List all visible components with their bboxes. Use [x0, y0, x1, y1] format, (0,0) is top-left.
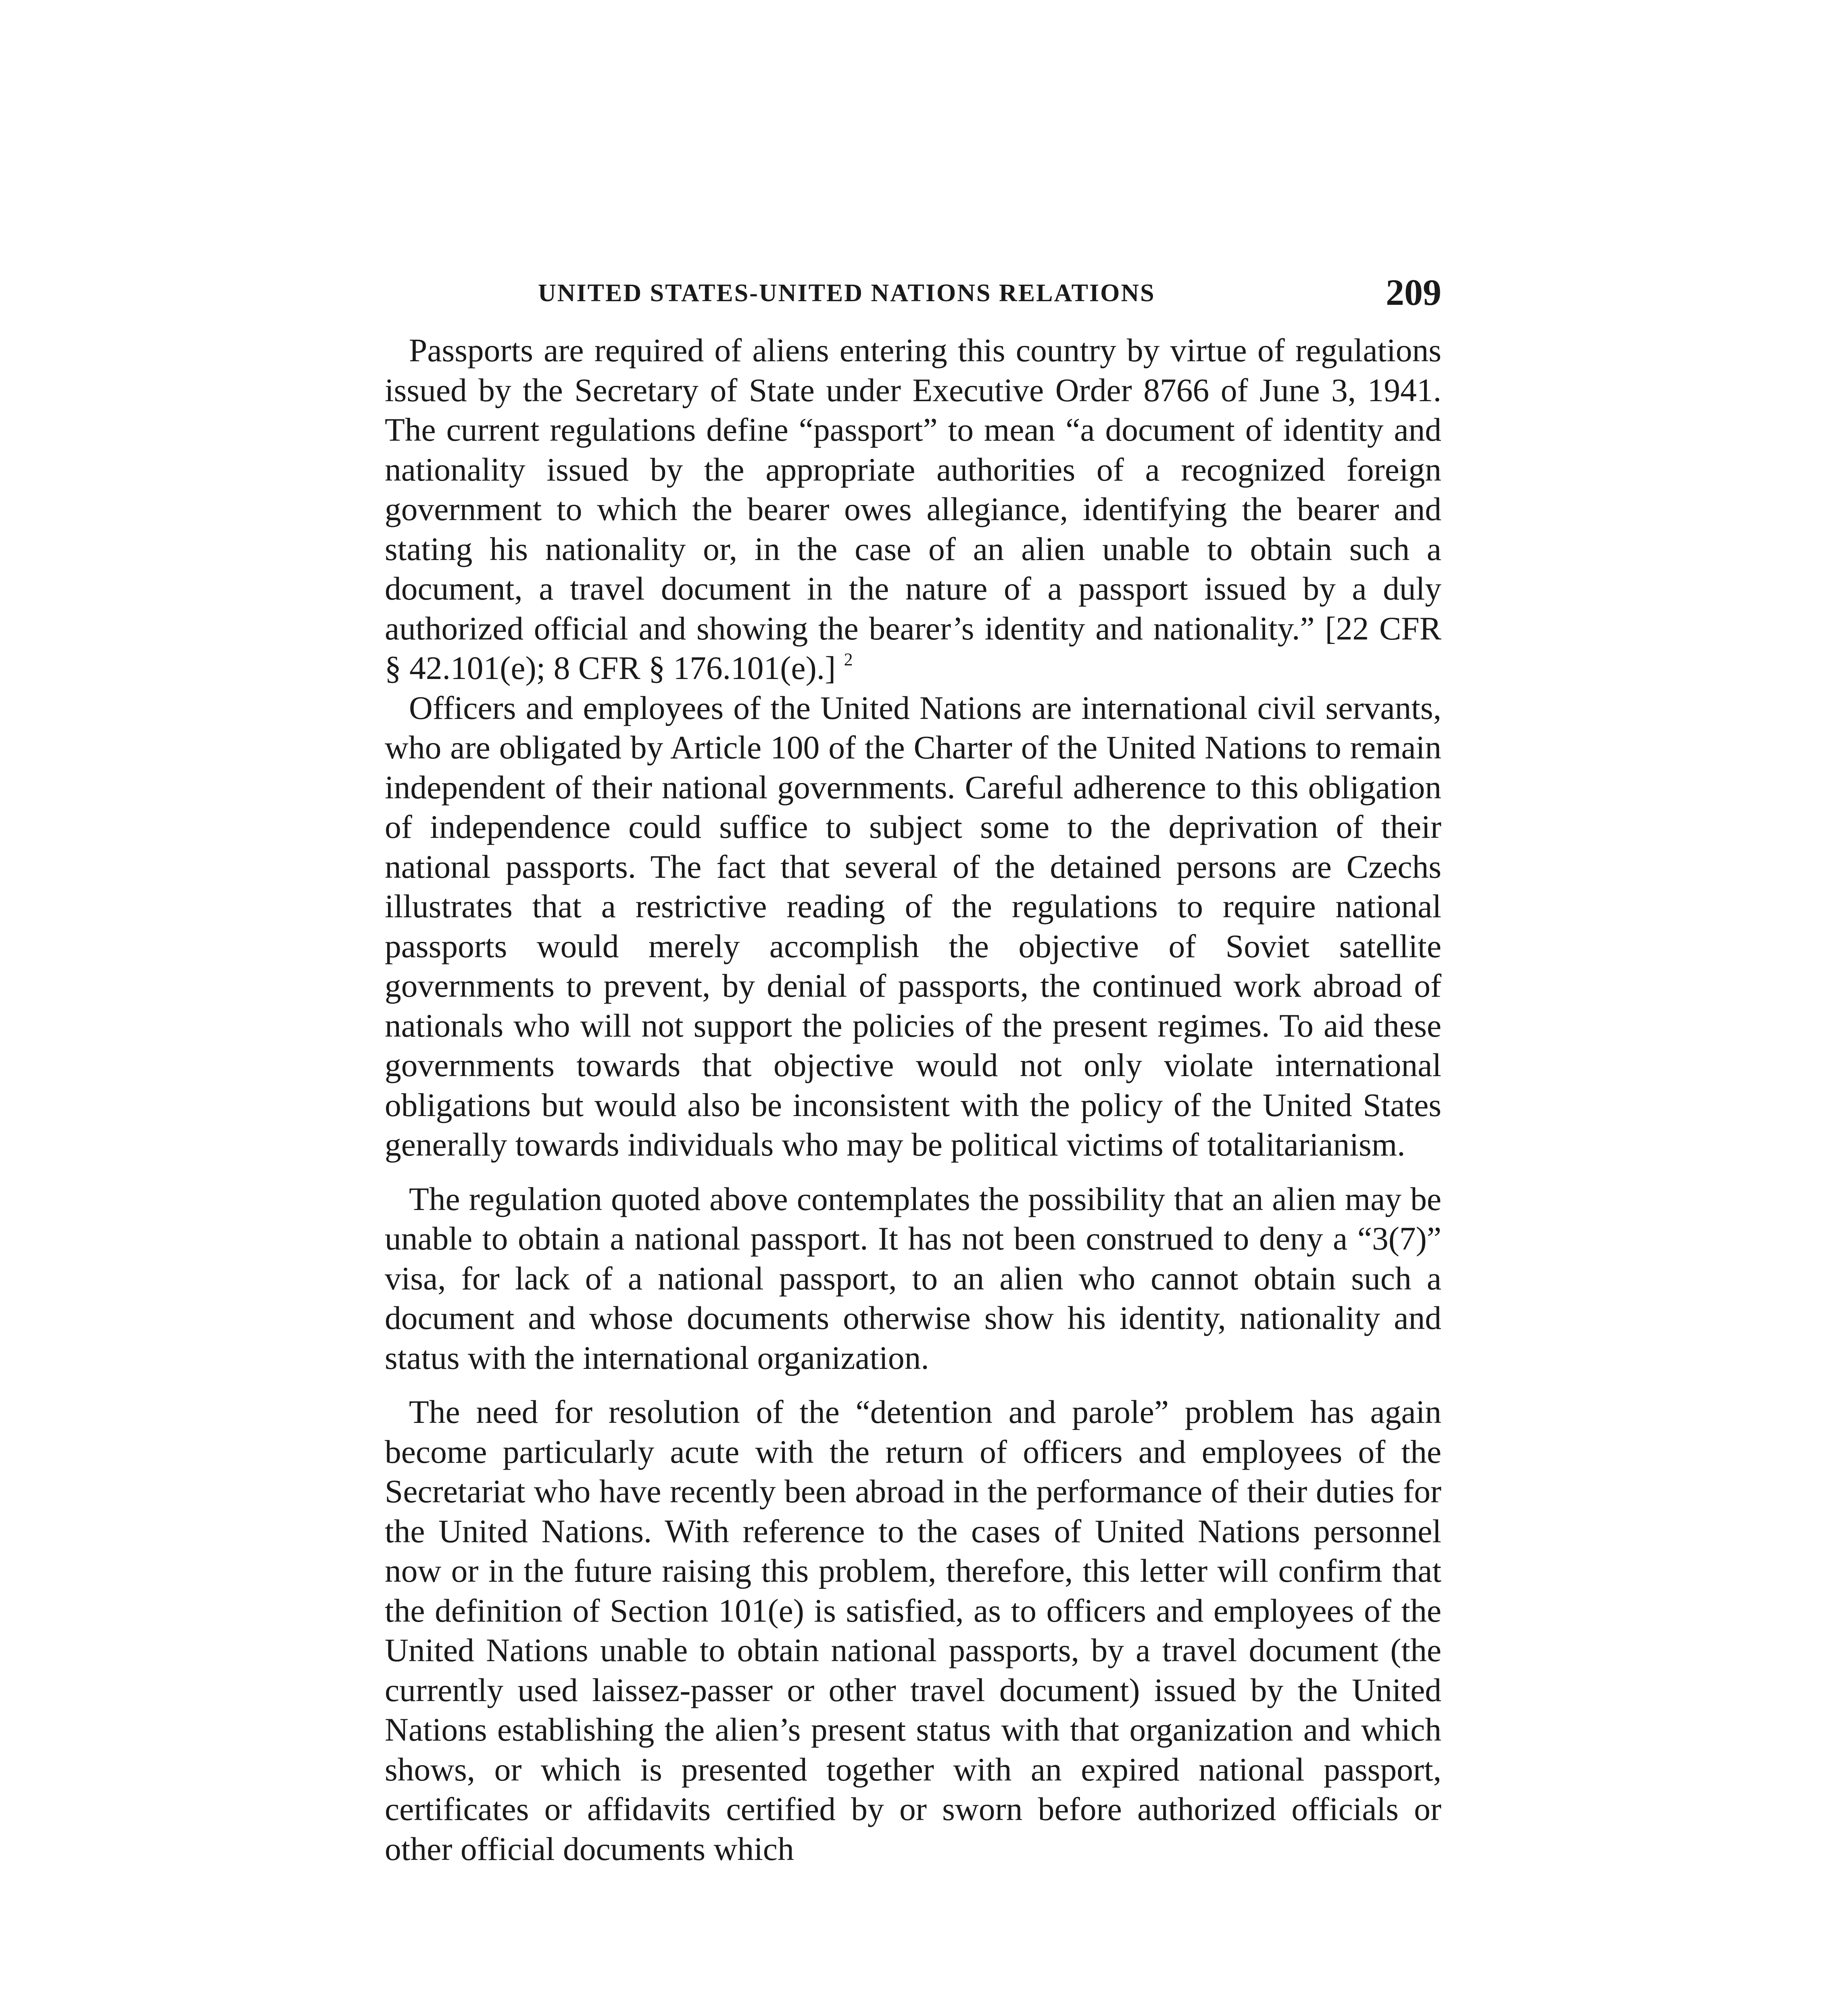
body-text: [385, 331, 1441, 1869]
running-head: [385, 271, 1441, 315]
paragraph-passport-regulations: [385, 331, 1441, 688]
page-number: 209: [1386, 272, 1441, 313]
paragraph-text: Passports are required of aliens entering this country by virtue of regulations issued by the Secretary of State under Executive Order 8766 of June 3, 1941. The current regulations define “passport” to mean “a document of identity and nationality issued by the appropriate authorities of a recognized foreign government to which the bearer owes allegiance, identifying the bearer and stating his nationality or, in the case of an alien unable to obtain such a document, a travel document in the nature of a passport issued by a duly authorized official and showing the bearer’s identity and nationality.” [22 CFR § 42.101(e); 8 CFR § 176.101(e).]: [385, 332, 1441, 686]
footnote-reference: 2: [844, 650, 853, 669]
paragraph-detention-parole: The need for resolution of the “detention and parole” problem has again become particularly acute with the return of officers and employees of the Secretariat who have recently been abroad in the performance of their duties for the United Nations. With reference to the cases of United Nations personnel now or in the future raising this problem, therefore, this letter will confirm that the definition of Section 101(e) is satisfied, as to officers and employees of the United Nations unable to obtain national passports, by a travel document (the currently used laissez-passer or other travel document) issued by the United Nations establishing the alien’s present status with that organization and which shows, or which is presented together with an expired national passport, certificates or affidavits certified by or sworn before authorized officials or other official documents which: [385, 1393, 1441, 1867]
running-title: UNITED STATES-UNITED NATIONS RELATIONS: [538, 279, 1155, 307]
paragraph-regulation-possibility: The regulation quoted above contemplates the possibility that an alien may be unable to obtain a national passport. It has not been construed to deny a “3(7)” visa, for lack of a national passport, to an alien who cannot obtain such a document and whose documents otherwise show his identity, nationality and status with the international organization.: [385, 1180, 1441, 1376]
paragraph-international-civil-servants: Officers and employees of the United Nations are international civil servants, who are obligated by Article 100 of the Charter of the United Nations to remain independent of their national governments. Careful adherence to this obligation of independence could suffice to subject some to the deprivation of their national passports. The fact that several of the detained persons are Czechs illustrates that a restrictive reading of the regulations to require national passports would merely accomplish the objective of Soviet satellite governments to prevent, by denial of passports, the continued work abroad of nationals who will not support the policies of the present regimes. To aid these governments towards that objective would not only violate international obligations but would also be inconsistent with the policy of the United States generally towards individuals who may be political victims of totalitarianism.: [385, 689, 1441, 1163]
